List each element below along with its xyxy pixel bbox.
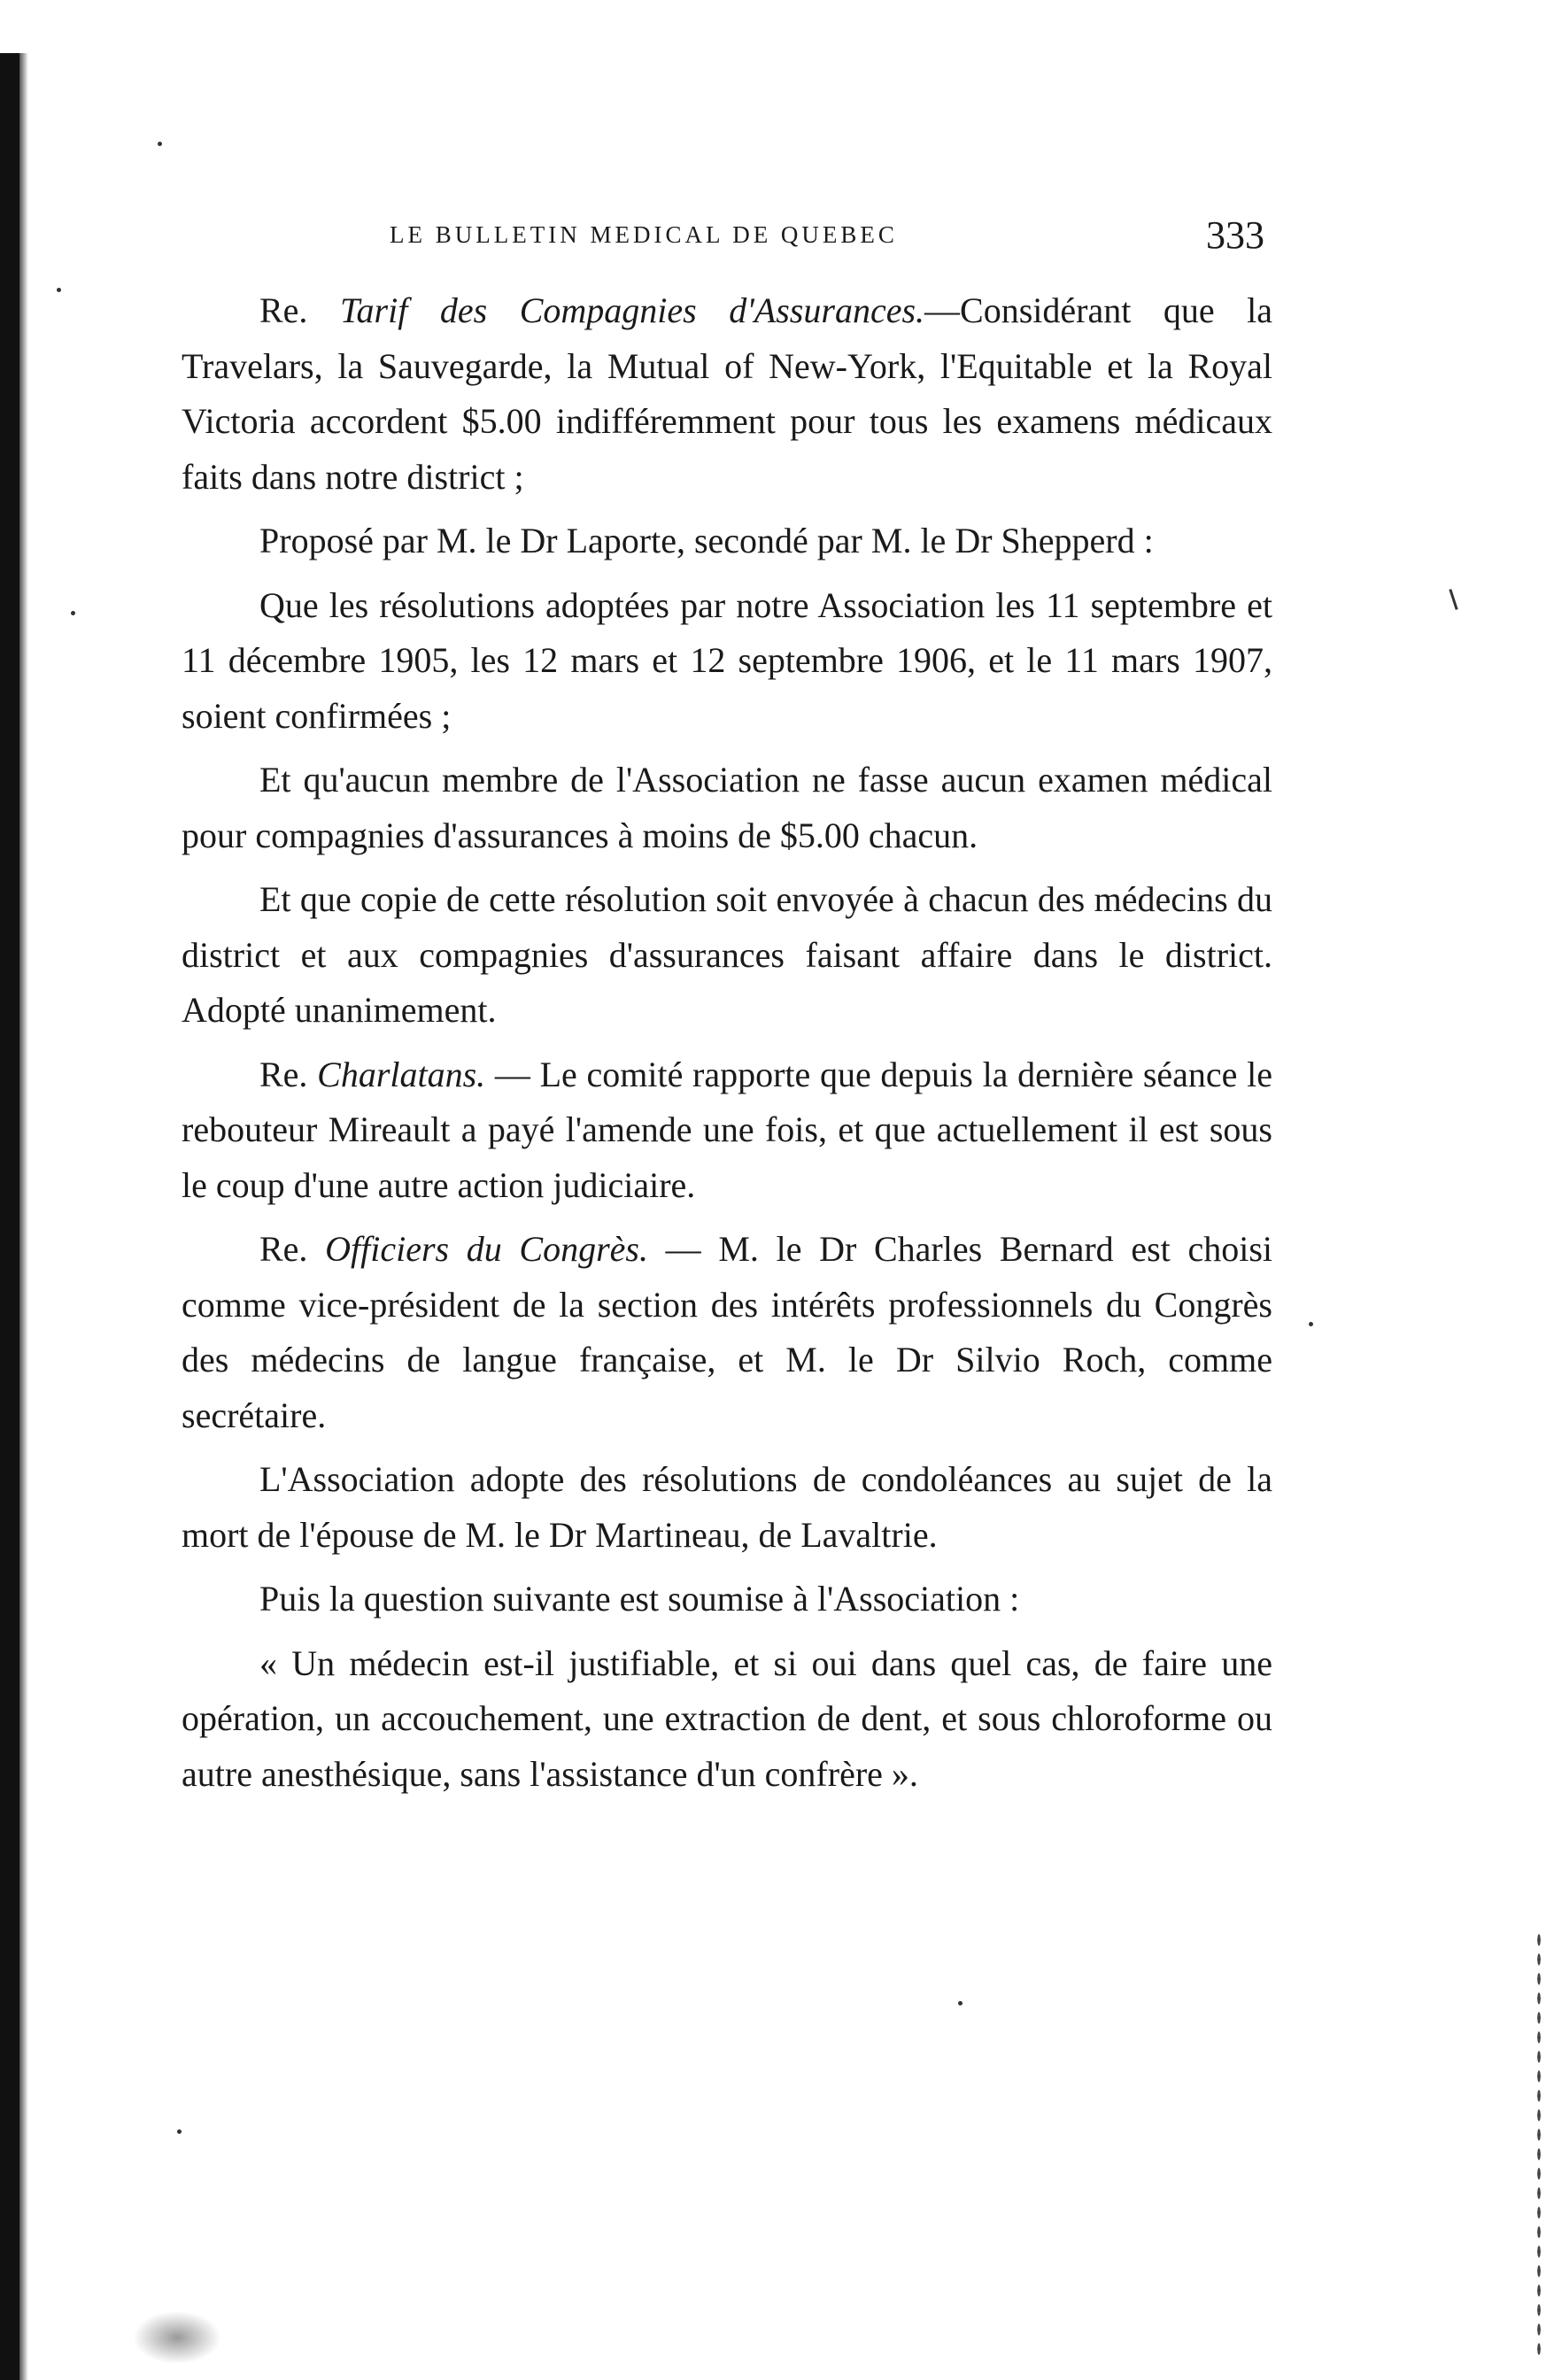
paragraph-propose [182, 514, 1272, 569]
paragraph-officiers [182, 1222, 1272, 1443]
paragraph-text: — Le comité rapporte que depuis la dernière séance le rebouteur Mireault a payé l'amende une fois, et que actuellement il est sous le coup d'une autre action judiciaire. [182, 1054, 1272, 1205]
running-head: LE BULLETIN MEDICAL DE QUEBEC [390, 221, 898, 248]
print-speck [71, 611, 75, 615]
print-smudge [133, 2311, 221, 2364]
print-speck [177, 2129, 182, 2134]
paragraph-prefix: Re. [259, 290, 340, 330]
print-speck [57, 288, 61, 292]
paragraph-prefix: Re. [259, 1054, 318, 1094]
paragraph-heading-italic: Tarif des Compagnies d'Assurances. [339, 290, 925, 330]
page-binding-edge [0, 53, 19, 2380]
margin-dots [1536, 1930, 1542, 2355]
paragraph-membre [182, 753, 1272, 863]
paragraph-text: Que les résolutions adoptées par notre Association les 11 septembre et 11 décembre 1905, les 12 mars et 12 septembre 1906, et le 11 mars 1907, soient confirmées ; [182, 584, 1272, 736]
print-speck [958, 2001, 963, 2005]
paragraph-text: Et qu'aucun membre de l'Association ne fasse aucun examen médical pour compagnies d'assurances à moins de $5.00 chacun. [182, 760, 1272, 855]
page-body [182, 283, 1272, 1811]
page-binding-shadow [19, 53, 28, 2380]
paragraph-text: Puis la question suivante est soumise à l'Association : [259, 1579, 1020, 1619]
paragraph-resolutions [182, 578, 1272, 745]
paragraph-heading-italic: Charlatans. [317, 1054, 486, 1094]
paragraph-prefix: Re. [259, 1229, 326, 1269]
margin-mark [1449, 589, 1457, 610]
paragraph-text: Proposé par M. le Dr Laporte, secondé par M. le Dr Shepperd : [259, 521, 1154, 560]
page-number: 333 [1206, 213, 1264, 257]
paragraph-copie [182, 872, 1272, 1039]
paragraph-text: Et que copie de cette résolution soit envoyée à chacun des médecins du district et aux compagnies d'assurances faisant affaire dans le district. Adopté unanimement. [182, 879, 1272, 1030]
print-speck [158, 142, 162, 146]
paragraph-text: « Un médecin est-il justifiable, et si oui dans quel cas, de faire une opération, un accouchement, une extraction de dent, et sous chloroforme ou autre anesthésique, sans l'assistance d'un confrère ». [182, 1642, 1272, 1794]
paragraph-text: — M. le Dr Charles Bernard est choisi comme vice-président de la section des intérêts professionnels du Congrès des médecins de langue française, et M. le Dr Silvio Roch, comme secrétaire. [182, 1229, 1273, 1435]
paragraph-heading-italic: Officiers du Congrès. [325, 1229, 648, 1269]
paragraph-condoleances [182, 1452, 1272, 1563]
paragraph-text: L'Association adopte des résolutions de condoléances au sujet de la mort de l'épouse de M. le Dr Martineau, de Lavaltrie. [182, 1459, 1272, 1555]
paragraph-charlatans [182, 1047, 1272, 1214]
page-header [390, 212, 1284, 266]
paragraph-question-intro [182, 1572, 1272, 1627]
paragraph-tarif [182, 283, 1272, 505]
paragraph-text: —Considérant que la Travelars, la Sauvegarde, la Mutual of New-York, l'Equitable et la Royal Victoria accordent $5.00 indifféremment pour tous les examens médicaux faits dans notre district ; [182, 290, 1272, 497]
print-speck [1309, 1322, 1313, 1326]
paragraph-question [182, 1636, 1272, 1803]
